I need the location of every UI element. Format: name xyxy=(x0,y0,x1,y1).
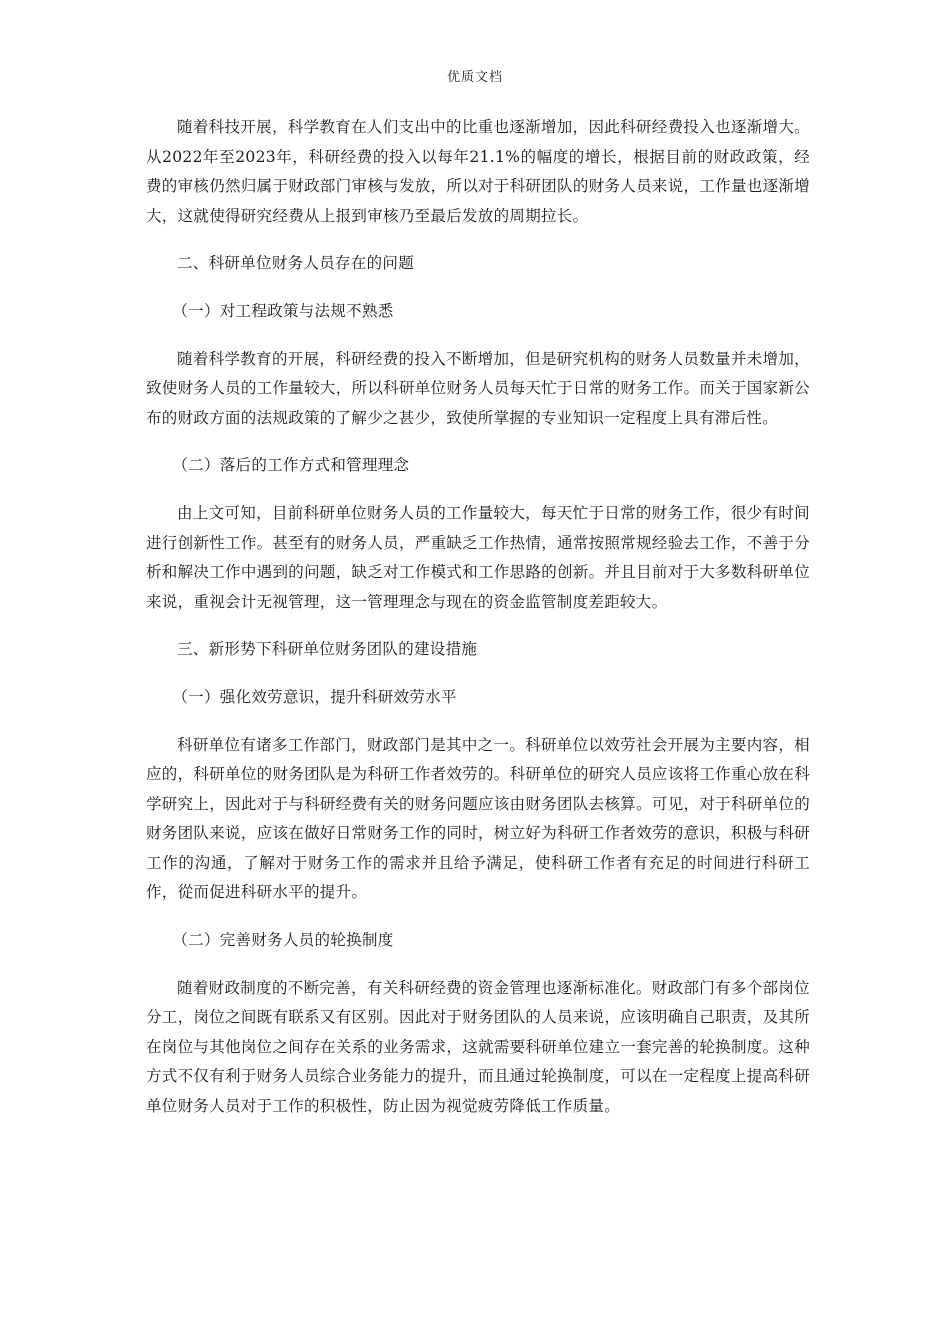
document-body xyxy=(146,113,810,1140)
subsection-heading: （二）落后的工作方式和管理理念 xyxy=(172,456,410,475)
section-heading: 三、新形势下科研单位财务团队的建设措施 xyxy=(177,640,478,659)
paragraph: 由上文可知，目前科研单位财务人员的工作量较大，每天忙于日常的财务工作，很少有时间进行创新性工作。甚至有的财务人员，严重缺乏工作热情，通常按照常规经验去工作，不善于分析和解决工作中遇到的问题，缺乏对工作模式和工作思路的创新。并且目前对于大多数科研单位来说，重视会计无视管理，这一管理理念与现在的资金监管制度差距较大。 xyxy=(146,503,810,611)
section-heading: 二、科研单位财务人员存在的问题 xyxy=(177,254,415,273)
subsection-heading: （二）完善财务人员的轮换制度 xyxy=(172,931,394,950)
paragraph: 随着科学教育的开展，科研经费的投入不断增加，但是研究机构的财务人员数量并未增加，致使财务人员的工作量较大，所以科研单位财务人员每天忙于日常的财务工作。而关于国家新公布的财政方面的法规政策的了解少之甚少，致使所掌握的专业知识一定程度上具有滞后性。 xyxy=(146,349,810,427)
page-header: 优质文档 xyxy=(446,70,503,85)
paragraph: 科研单位有诸多工作部门，财政部门是其中之一。科研单位以效劳社会开展为主要内容，相应的，科研单位的财务团队是为科研工作者效劳的。科研单位的研究人员应该将工作重心放在科学研究上，因此对于与科研经费有关的财务问题应该由财务团队去核算。可见，对于科研单位的财务团队来说，应该在做好日常财务工作的同时，树立好为科研工作者效劳的意识，积极与科研工作的沟通，了解对于财务工作的需求并且给予满足，使科研工作者有充足的时间进行科研工作，從而促进科研水平的提升。 xyxy=(146,735,810,902)
paragraph: 随着财政制度的不断完善，有关科研经费的资金管理也逐渐标准化。财政部门有多个部岗位分工，岗位之间既有联系又有区别。因此对于财务团队的人员来说，应该明确自己职责，及其所在岗位与其他岗位之间存在关系的业务需求，这就需要科研单位建立一套完善的轮换制度。这种方式不仅有利于财务人员综合业务能力的提升，而且通过轮换制度，可以在一定程度上提高科研单位财务人员对于工作的积极性，防止因为视觉疲劳降低工作质量。 xyxy=(146,978,810,1116)
subsection-heading: （一）强化效劳意识，提升科研效劳水平 xyxy=(172,687,457,706)
subsection-heading: （一）对工程政策与法规不熟悉 xyxy=(172,301,394,320)
paragraph: 随着科技开展，科学教育在人们支出中的比重也逐渐增加，因此科研经费投入也逐渐增大。从2022年至2023年，科研经费的投入以每年21.1%的幅度的增长，根据目前的财政政策，经费的审核仍然归属于财政部门审核与发放，所以对于科研团队的财务人员来说，工作量也逐渐增大，这就使得研究经费从上报到审核乃至最后发放的周期拉长。 xyxy=(146,118,810,225)
